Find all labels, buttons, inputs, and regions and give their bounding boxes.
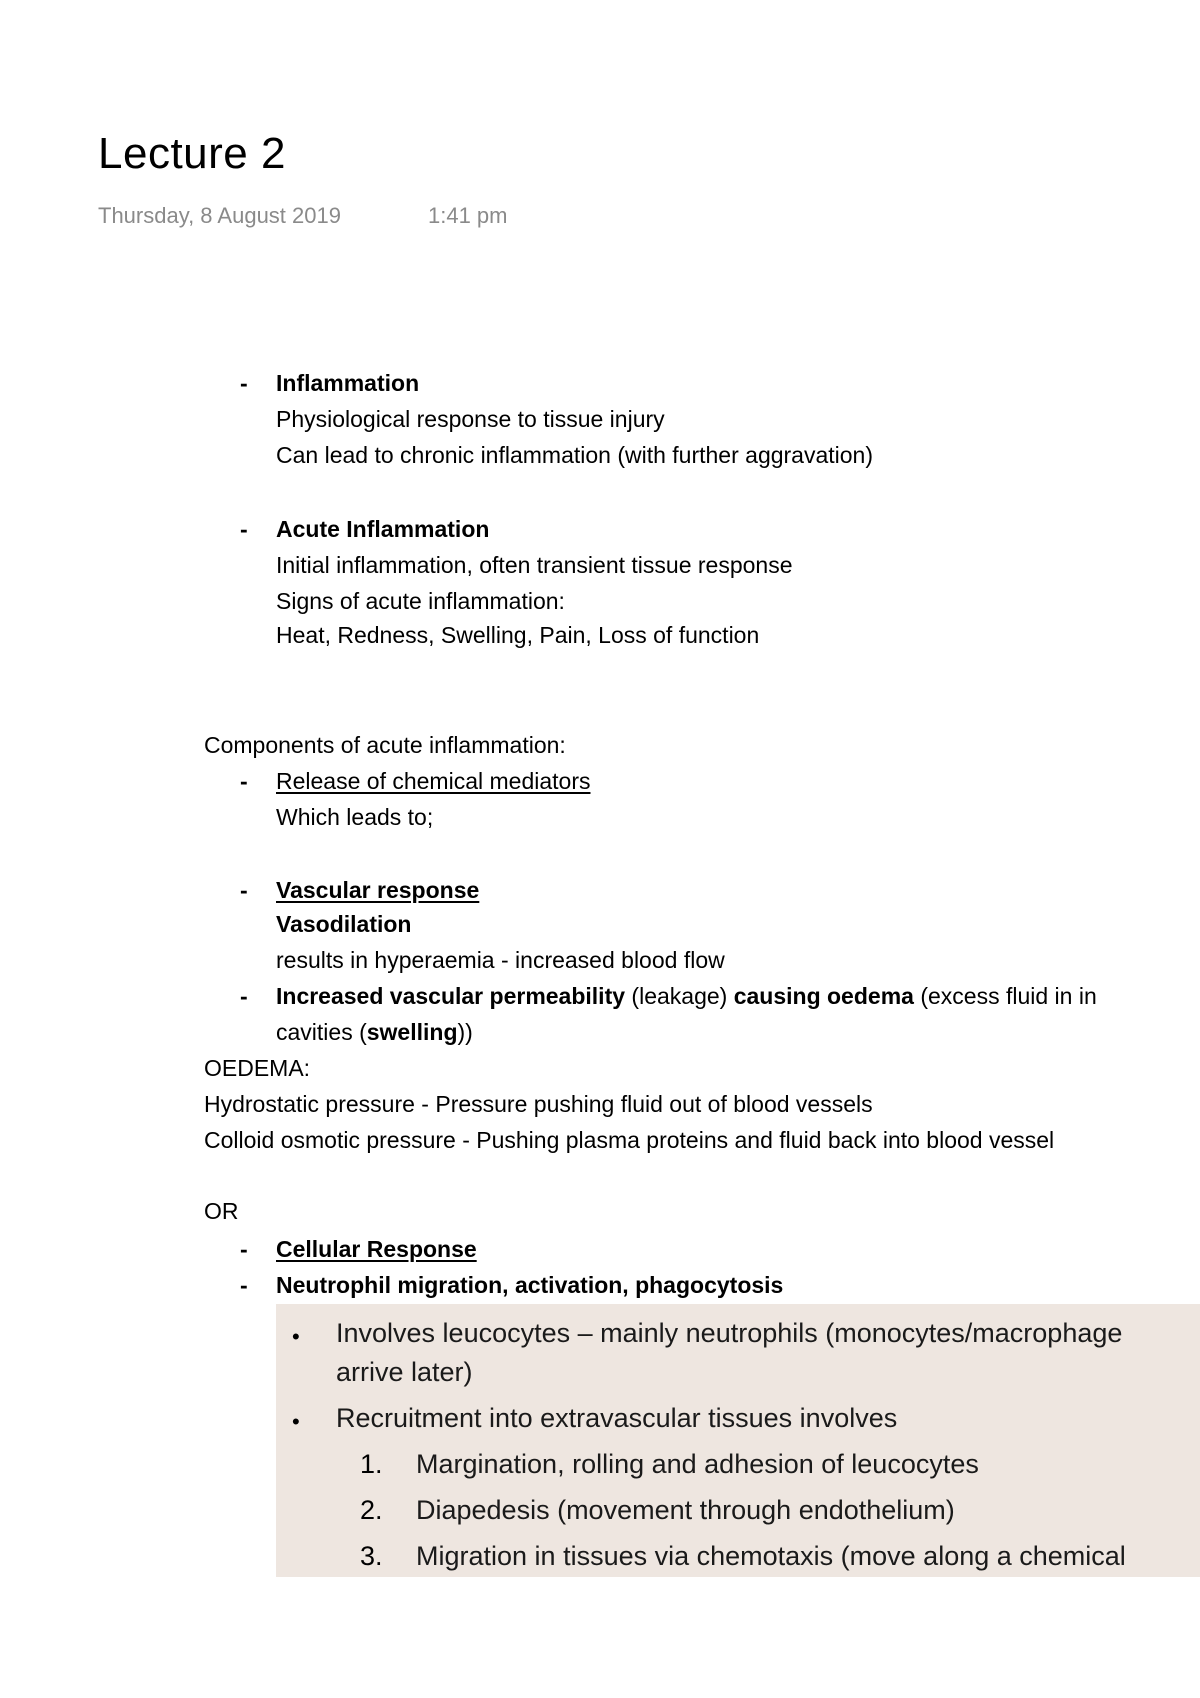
vasodilation-subheading: Vasodilation bbox=[276, 911, 412, 937]
permeability-text-4: )) bbox=[457, 1019, 473, 1045]
components-intro: Components of acute inflammation: bbox=[204, 732, 566, 758]
oedema-heading: OEDEMA: bbox=[204, 1055, 311, 1081]
permeability-line-1 bbox=[276, 985, 1097, 1008]
vascular-line-1: results in hyperaemia - increased blood flow bbox=[276, 947, 725, 973]
permeability-bold-2: causing oedema bbox=[733, 983, 914, 1009]
bullet-dash: - bbox=[240, 516, 248, 542]
slide-bullet: • bbox=[292, 1324, 300, 1349]
pasted-slide bbox=[276, 1304, 1200, 1577]
slide-step-number: 1. bbox=[360, 1449, 383, 1479]
permeability-text-3: cavities ( bbox=[276, 1019, 367, 1045]
slide-step-text: Migration in tissues via chemotaxis (move along a chemical bbox=[416, 1541, 1126, 1571]
neutrophil-subheading: Neutrophil migration, activation, phagocytosis bbox=[276, 1272, 784, 1298]
bullet-dash: - bbox=[240, 877, 248, 903]
slide-bullet: • bbox=[292, 1409, 300, 1434]
acute-line-3: Heat, Redness, Swelling, Pain, Loss of function bbox=[276, 622, 760, 648]
slide-step-number: 3. bbox=[360, 1541, 383, 1571]
slide-bullet-1-line-2: arrive later) bbox=[336, 1357, 473, 1387]
slide-bullet-2: Recruitment into extravascular tissues involves bbox=[336, 1403, 898, 1433]
mediators-heading: Release of chemical mediators bbox=[276, 768, 591, 794]
vascular-heading: Vascular response bbox=[276, 877, 480, 903]
acute-line-2: Signs of acute inflammation: bbox=[276, 588, 565, 614]
inflammation-line-2: Can lead to chronic inflammation (with further aggravation) bbox=[276, 442, 874, 468]
bullet-dash: - bbox=[240, 1236, 248, 1262]
permeability-bold-1: Increased vascular permeability bbox=[276, 983, 626, 1009]
oedema-line-1: Hydrostatic pressure - Pressure pushing fluid out of blood vessels bbox=[204, 1091, 873, 1117]
inflammation-heading: Inflammation bbox=[276, 370, 420, 396]
page-title: Lecture 2 bbox=[98, 129, 286, 178]
bullet-dash: - bbox=[240, 983, 248, 1009]
bullet-dash: - bbox=[240, 1272, 248, 1298]
inflammation-line-1: Physiological response to tissue injury bbox=[276, 406, 665, 432]
mediators-line-1: Which leads to; bbox=[276, 804, 434, 830]
permeability-text-1: (leakage) bbox=[625, 983, 734, 1009]
or-text: OR bbox=[204, 1198, 239, 1224]
note-time: 1:41 pm bbox=[428, 203, 508, 228]
bullet-dash: - bbox=[240, 370, 248, 396]
slide-bullet-1-line-1: Involves leucocytes – mainly neutrophils (monocytes/macrophage bbox=[336, 1318, 1123, 1348]
permeability-text-2: (excess fluid in in bbox=[913, 983, 1097, 1009]
bullet-dash: - bbox=[240, 768, 248, 794]
oedema-line-2: Colloid osmotic pressure - Pushing plasma proteins and fluid back into blood vessel bbox=[204, 1127, 1055, 1153]
slide-step-text: Diapedesis (movement through endothelium) bbox=[416, 1495, 955, 1525]
slide-step-number: 2. bbox=[360, 1495, 383, 1525]
cellular-heading: Cellular Response bbox=[276, 1236, 477, 1262]
permeability-line-2 bbox=[276, 1021, 473, 1044]
swelling-bold: swelling bbox=[366, 1019, 458, 1045]
slide-step-text: Margination, rolling and adhesion of leucocytes bbox=[416, 1449, 979, 1479]
acute-heading: Acute Inflammation bbox=[276, 516, 490, 542]
acute-line-1: Initial inflammation, often transient tissue response bbox=[276, 552, 793, 578]
note-date: Thursday, 8 August 2019 bbox=[98, 203, 341, 228]
